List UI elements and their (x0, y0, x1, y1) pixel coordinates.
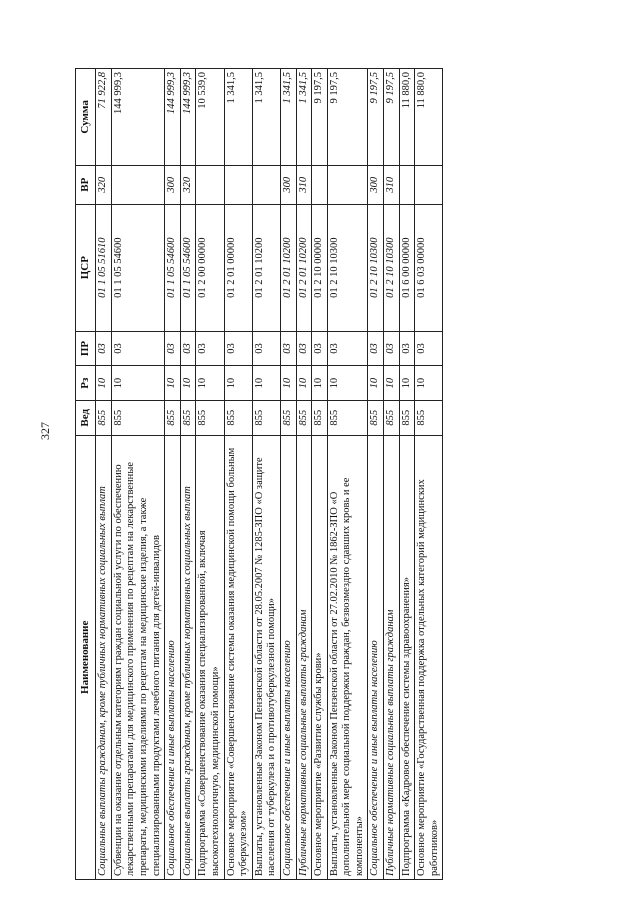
cell-rz: 10 (180, 366, 196, 401)
cell-csr: 01 2 01 10200 (252, 204, 280, 331)
cell-name: Публичные нормативные социальные выплаты гражданам (384, 435, 400, 879)
cell-name: Подпрограмма «Совершенствование оказания специализированной, включая высокотехнологичную, медицинской помощи» (196, 435, 224, 879)
cell-sum: 144 999,3 (180, 69, 196, 166)
cell-ved: 855 (312, 400, 328, 435)
cell-sum: 9 197,5 (384, 69, 400, 166)
table-row (196, 69, 224, 880)
header-sum: Сумма (76, 69, 96, 166)
cell-name: Социальное обеспечение и иные выплаты населению (368, 435, 384, 879)
cell-rz: 10 (312, 366, 328, 401)
cell-pr: 03 (384, 331, 400, 366)
table-row (384, 69, 400, 880)
cell-vr (111, 165, 164, 204)
cell-rz: 10 (280, 366, 296, 401)
cell-name: Социальное обеспечение и иные выплаты населению (280, 435, 296, 879)
cell-pr: 03 (252, 331, 280, 366)
header-ved: Вед (76, 400, 96, 435)
cell-vr (327, 165, 368, 204)
cell-csr: 01 1 05 54600 (111, 204, 164, 331)
cell-sum: 1 341,5 (252, 69, 280, 166)
cell-csr: 01 6 03 00000 (415, 204, 443, 331)
cell-vr: 300 (280, 165, 296, 204)
cell-vr (415, 165, 443, 204)
table-row (111, 69, 164, 880)
cell-name: Выплаты, установленные Законом Пензенской области от 27.02.2010 № 1862-ЗПО «О дополнительной мере социальной поддержки граждан, безвозмездно сдавших кровь и ее компоненты» (327, 435, 368, 879)
cell-ved: 855 (224, 400, 252, 435)
cell-ved: 855 (111, 400, 164, 435)
table-row (252, 69, 280, 880)
cell-csr: 01 6 00 00000 (399, 204, 415, 331)
cell-sum: 9 197,5 (368, 69, 384, 166)
cell-ved: 855 (296, 400, 312, 435)
cell-vr: 300 (165, 165, 181, 204)
cell-name: Социальные выплаты гражданам, кроме публичных нормативных социальных выплат (96, 435, 112, 879)
cell-sum: 144 999,3 (111, 69, 164, 166)
cell-csr: 01 2 00 00000 (196, 204, 224, 331)
table-row (280, 69, 296, 880)
cell-pr: 03 (327, 331, 368, 366)
cell-ved: 855 (415, 400, 443, 435)
cell-sum: 1 341,5 (280, 69, 296, 166)
cell-name: Субвенции на оказание отдельным категориям граждан социальной услуги по обеспечению лекарственными препаратами для медицинского применения по рецептам на лекарственные препараты, медицинскими изделиями по рецептам на медицинские изделия, а также специализированными продуктами лечебного питания для детей-инвалидов (111, 435, 164, 879)
cell-vr: 300 (368, 165, 384, 204)
table-body (96, 69, 443, 880)
cell-name: Основное мероприятие «Государственная поддержка отдельных категорий медицинских работников» (415, 435, 443, 879)
cell-name: Основное мероприятие «Развитие службы крови» (312, 435, 328, 879)
cell-csr: 01 2 10 10300 (327, 204, 368, 331)
cell-vr: 320 (96, 165, 112, 204)
header-csr: ЦСР (76, 204, 96, 331)
cell-pr: 03 (415, 331, 443, 366)
cell-vr (399, 165, 415, 204)
header-rz: Рз (76, 366, 96, 401)
cell-rz: 10 (368, 366, 384, 401)
cell-rz: 10 (327, 366, 368, 401)
table-header-row (76, 69, 96, 880)
cell-pr: 03 (280, 331, 296, 366)
cell-vr (196, 165, 224, 204)
table-row (224, 69, 252, 880)
cell-vr: 320 (180, 165, 196, 204)
cell-ved: 855 (399, 400, 415, 435)
cell-csr: 01 2 01 00000 (224, 204, 252, 331)
cell-name: Основное мероприятие «Совершенствование системы оказания медицинской помощи больным туберкулезом» (224, 435, 252, 879)
table-row (312, 69, 328, 880)
cell-pr: 03 (180, 331, 196, 366)
cell-name: Социальные выплаты гражданам, кроме публичных нормативных социальных выплат (180, 435, 196, 879)
table-row (368, 69, 384, 880)
cell-sum: 9 197,5 (312, 69, 328, 166)
cell-sum: 11 880,0 (399, 69, 415, 166)
cell-name: Публичные нормативные социальные выплаты гражданам (296, 435, 312, 879)
cell-pr: 03 (111, 331, 164, 366)
cell-ved: 855 (196, 400, 224, 435)
cell-sum: 9 197,5 (327, 69, 368, 166)
cell-rz: 10 (224, 366, 252, 401)
cell-vr: 310 (384, 165, 400, 204)
cell-csr: 01 2 01 10200 (280, 204, 296, 331)
budget-table (75, 68, 443, 880)
rotated-table-container (75, 68, 575, 880)
cell-ved: 855 (280, 400, 296, 435)
cell-csr: 01 2 10 10300 (384, 204, 400, 331)
cell-csr: 01 1 05 54600 (180, 204, 196, 331)
cell-name: Выплаты, установленные Законом Пензенской области от 28.05.2007 № 1285-ЗПО «О защите населения от туберкулеза и о противотуберкулезной помощи» (252, 435, 280, 879)
cell-rz: 10 (196, 366, 224, 401)
cell-pr: 03 (312, 331, 328, 366)
cell-csr: 01 1 05 51610 (96, 204, 112, 331)
cell-rz: 10 (165, 366, 181, 401)
cell-rz: 10 (415, 366, 443, 401)
table-row (180, 69, 196, 880)
cell-sum: 1 341,5 (296, 69, 312, 166)
cell-pr: 03 (96, 331, 112, 366)
cell-name: Социальное обеспечение и иные выплаты населению (165, 435, 181, 879)
cell-pr: 03 (296, 331, 312, 366)
cell-csr: 01 1 05 54600 (165, 204, 181, 331)
table-row (165, 69, 181, 880)
cell-name: Подпрограмма «Кадровое обеспечение системы здравоохранения» (399, 435, 415, 879)
cell-ved: 855 (96, 400, 112, 435)
cell-ved: 855 (384, 400, 400, 435)
header-pr: ПР (76, 331, 96, 366)
cell-rz: 10 (384, 366, 400, 401)
cell-rz: 10 (96, 366, 112, 401)
cell-pr: 03 (224, 331, 252, 366)
cell-csr: 01 2 10 10300 (368, 204, 384, 331)
cell-vr (312, 165, 328, 204)
cell-ved: 855 (165, 400, 181, 435)
cell-ved: 855 (252, 400, 280, 435)
cell-ved: 855 (180, 400, 196, 435)
cell-vr (252, 165, 280, 204)
cell-csr: 01 2 10 00000 (312, 204, 328, 331)
cell-vr: 310 (296, 165, 312, 204)
cell-sum: 71 922,8 (96, 69, 112, 166)
cell-rz: 10 (111, 366, 164, 401)
cell-rz: 10 (399, 366, 415, 401)
cell-sum: 144 999,3 (165, 69, 181, 166)
cell-csr: 01 2 01 10200 (296, 204, 312, 331)
cell-pr: 03 (196, 331, 224, 366)
cell-pr: 03 (399, 331, 415, 366)
cell-ved: 855 (368, 400, 384, 435)
table-row (327, 69, 368, 880)
header-name: Наименование (76, 435, 96, 879)
table-row (399, 69, 415, 880)
cell-rz: 10 (296, 366, 312, 401)
cell-vr (224, 165, 252, 204)
cell-sum: 1 341,5 (224, 69, 252, 166)
cell-pr: 03 (368, 331, 384, 366)
page-number: 327 (38, 422, 52, 440)
table-row (96, 69, 112, 880)
cell-sum: 10 539,0 (196, 69, 224, 166)
table-row (296, 69, 312, 880)
cell-sum: 11 880,0 (415, 69, 443, 166)
table-row (415, 69, 443, 880)
cell-pr: 03 (165, 331, 181, 366)
cell-ved: 855 (327, 400, 368, 435)
cell-rz: 10 (252, 366, 280, 401)
header-vr: ВР (76, 165, 96, 204)
